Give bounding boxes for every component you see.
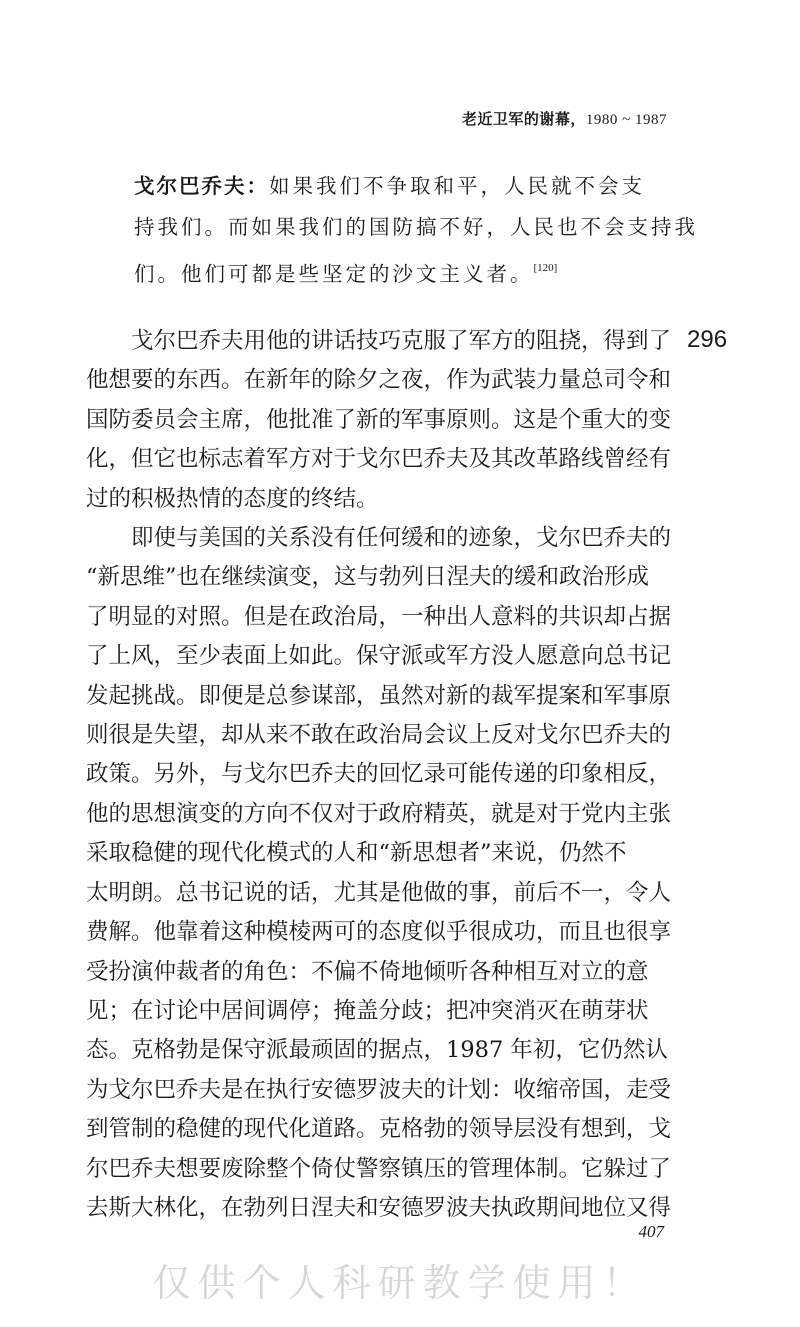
body-line: 发起挑战。即便是总参谋部，虽然对新的裁军提案和军事原: [86, 682, 672, 709]
body-line: “新思维”也在继续演变，这与勃列日涅夫的缓和政治形成: [86, 564, 650, 591]
quote-line-2: 持我们。而如果我们的国防搞不好，人民也不会支持我: [134, 215, 698, 239]
quote-text: 如果我们不争取和平，人民就不会支: [269, 174, 645, 198]
quote-text: 们。他们可都是些坚定的沙文主义者。: [134, 262, 534, 286]
block-quote: [134, 166, 698, 295]
citation-marker: [120]: [533, 262, 558, 274]
body-line: 过的积极热情的态度的终结。: [86, 485, 379, 512]
body-line: 化，但它也标志着军方对于戈尔巴乔夫及其改革路线曾经有: [86, 446, 672, 473]
running-header: [462, 108, 667, 129]
body-line: 他的思想演变的方向不仅对于政府精英，就是对于党内主张: [86, 800, 672, 827]
body-text: [86, 322, 672, 1228]
body-line: 受扮演仲裁者的角色：不偏不倚地倾听各种相互对立的意: [86, 958, 649, 985]
body-line: 了上风，至少表面上如此。保守派或军方没人愿意向总书记: [86, 643, 672, 670]
running-years: 1980 ~ 1987: [585, 112, 667, 128]
quote-speaker: 戈尔巴乔夫：: [134, 174, 269, 198]
body-line: 去斯大林化，在勃列日涅夫和安德罗波夫执政期间地位又得: [86, 1194, 672, 1221]
body-line: 戈尔巴乔夫用他的讲话技巧克服了军方的阻挠，得到了: [86, 328, 672, 354]
page-number: 407: [638, 1222, 664, 1241]
watermark: 仅供个人科研教学使用！: [152, 1261, 648, 1305]
body-line: 费解。他靠着这种模棱两可的态度似乎很成功，而且也很享: [86, 919, 672, 946]
body-line: 国防委员会主席，他批准了新的军事原则。这是个重大的变: [86, 406, 672, 433]
margin-page-reference: 296: [687, 326, 728, 353]
body-line: 为戈尔巴乔夫是在执行安德罗波夫的计划：收缩帝国，走受: [86, 1076, 672, 1103]
body-line: 见；在讨论中居间调停；掩盖分歧；把冲突消灭在萌芽状: [86, 997, 649, 1024]
body-line: 尔巴乔夫想要废除整个倚仗警察镇压的管理体制。它躲过了: [86, 1155, 672, 1182]
body-line: 政策。另外，与戈尔巴乔夫的回忆录可能传递的印象相反，: [86, 761, 672, 788]
body-line: 即使与美国的关系没有任何缓和的迹象，戈尔巴乔夫的: [86, 525, 672, 552]
body-line: 态。克格勃是保守派最顽固的据点，1987 年初，它仍然认: [86, 1037, 668, 1064]
body-line: 采取稳健的现代化模式的人和“新思想者”来说，仍然不: [86, 840, 627, 867]
body-line: 则很是失望，却从来不敢在政治局会议上反对戈尔巴乔夫的: [86, 722, 672, 749]
body-line: 他想要的东西。在新年的除夕之夜，作为武装力量总司令和: [86, 367, 672, 394]
running-title: 老近卫军的谢幕，: [461, 110, 586, 128]
quote-line-1: [134, 166, 654, 207]
body-line: 太明朗。总书记说的话，尤其是他做的事，前后不一，令人: [86, 879, 672, 906]
body-line: 了明显的对照。但是在政治局，一种出人意料的共识却占据: [86, 603, 672, 630]
body-line: 到管制的稳健的现代化道路。克格勃的领导层没有想到，戈: [86, 1116, 672, 1143]
quote-line-3: [134, 248, 654, 295]
